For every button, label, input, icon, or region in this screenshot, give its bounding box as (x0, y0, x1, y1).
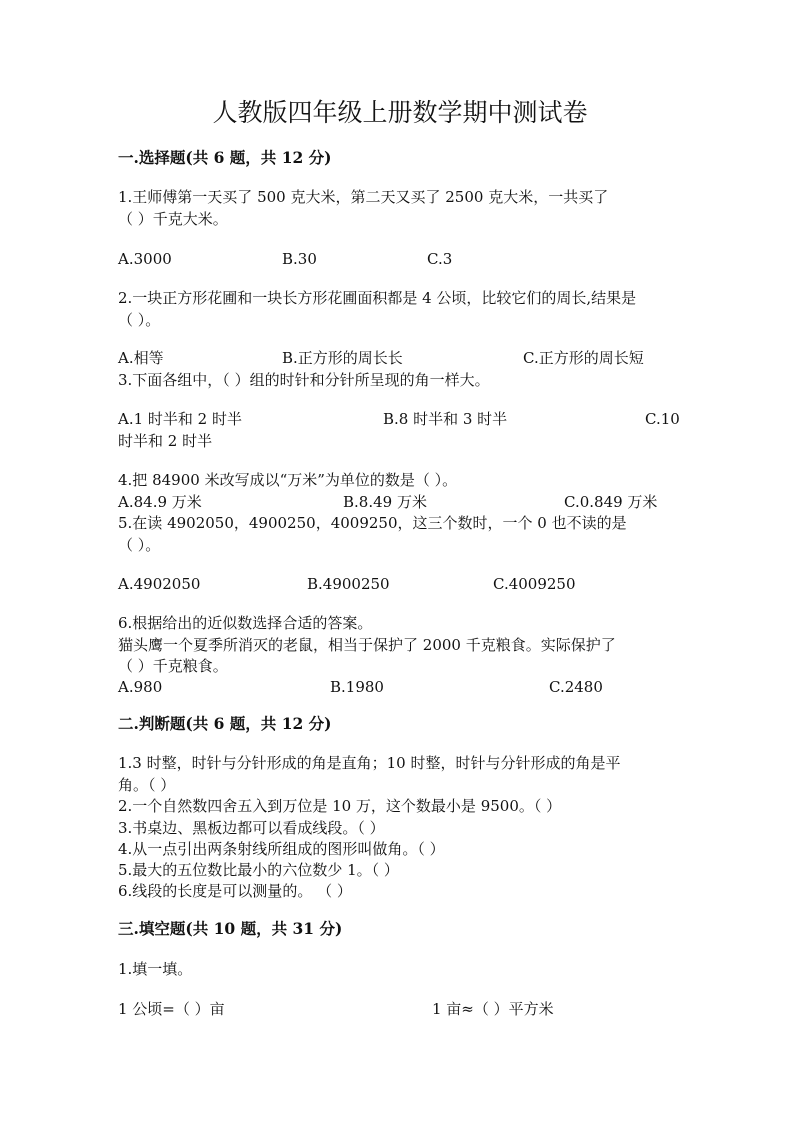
question-1-6-option-c: C.2480 (549, 678, 603, 696)
page-title: 人教版四年级上册数学期中测试卷 (212, 98, 588, 127)
judgement-line: 3.书桌边、黑板边都可以看成线段。（ ） (118, 819, 385, 837)
question-1-2-line-1: 2.一块正方形花圃和一块长方形花圃面积都是 4 公顷，比较它们的周长,结果是 (118, 289, 637, 307)
question-1-1-line-2: （ ）千克大米。 (118, 210, 228, 228)
question-1-3-option-c-continued: 时半和 2 时半 (118, 432, 213, 450)
question-1-2-option-b: B.正方形的周长长 (282, 349, 403, 367)
judgement-line: 角。（ ） (118, 776, 176, 794)
question-1-6-line-3: （ ）千克粮食。 (118, 657, 228, 675)
judgement-line: 5.最大的五位数比最小的六位数少 1。（ ） (118, 861, 399, 879)
question-1-6-option-b: B.1980 (330, 678, 384, 696)
question-1-1-option-b: B.30 (282, 250, 317, 268)
question-1-1-line-1: 1.王师傅第一天买了 500 克大米，第二天又买了 2500 克大米，一共买了 (118, 188, 609, 206)
question-1-6-line-1: 6.根据给出的近似数选择合适的答案。 (118, 614, 373, 632)
judgement-line: 4.从一点引出两条射线所组成的图形叫做角。（ ） (118, 840, 445, 858)
question-1-1-option-c: C.3 (427, 250, 453, 268)
question-1-4-option-b: B.8.49 万米 (343, 493, 427, 511)
judgement-line: 1.3 时整，时针与分针形成的角是直角；10 时整，时针与分针形成的角是平 (118, 754, 621, 772)
question-1-2-option-c: C.正方形的周长短 (523, 349, 644, 367)
question-1-5-option-b: B.4900250 (307, 575, 390, 593)
question-1-5-line-1: 5.在读 4902050，4900250，4009250，这三个数时，一个 0 也不读的是 (118, 514, 627, 532)
question-1-1-option-a: A.3000 (118, 250, 172, 268)
question-1-2-line-2: （ ）。 (118, 311, 161, 329)
judgement-line: 2.一个自然数四舍五入到万位是 10 万，这个数最小是 9500。（ ） (118, 797, 562, 815)
question-1-5-line-2: （ ）。 (118, 536, 161, 554)
judgement-line: 6.线段的长度是可以测量的。 （ ） (118, 882, 352, 900)
question-1-4-option-a: A.84.9 万米 (118, 493, 202, 511)
question-3-1-blank-a: 1 公顷=（ ）亩 (118, 1000, 225, 1018)
question-3-1-line-1: 1.填一填。 (118, 960, 193, 978)
question-1-3-option-c: C.10 (645, 410, 680, 428)
question-1-3-option-a: A.1 时半和 2 时半 (118, 410, 242, 428)
section-2-heading: 二.判断题(共 6 题，共 12 分) (118, 714, 332, 733)
section-3-heading: 三.填空题(共 10 题，共 31 分) (118, 919, 343, 938)
question-1-3-line-1: 3.下面各组中，（ ）组的时针和分针所呈现的角一样大。 (118, 371, 490, 389)
question-1-5-option-a: A.4902050 (118, 575, 201, 593)
question-1-4-option-c: C.0.849 万米 (564, 493, 658, 511)
question-1-6-option-a: A.980 (118, 678, 163, 696)
question-3-1-blank-b: 1 亩≈（ ）平方米 (432, 1000, 554, 1018)
question-1-3-option-b: B.8 时半和 3 时半 (383, 410, 508, 428)
question-1-2-option-a: A.相等 (118, 349, 164, 367)
question-1-4-line-1: 4.把 84900 米改写成以“万米”为单位的数是（ ）。 (118, 471, 458, 489)
section-1-heading: 一.选择题(共 6 题，共 12 分) (118, 148, 332, 167)
question-1-5-option-c: C.4009250 (493, 575, 576, 593)
question-1-6-line-2: 猫头鹰一个夏季所消灭的老鼠，相当于保护了 2000 千克粮食。实际保护了 (118, 636, 616, 654)
